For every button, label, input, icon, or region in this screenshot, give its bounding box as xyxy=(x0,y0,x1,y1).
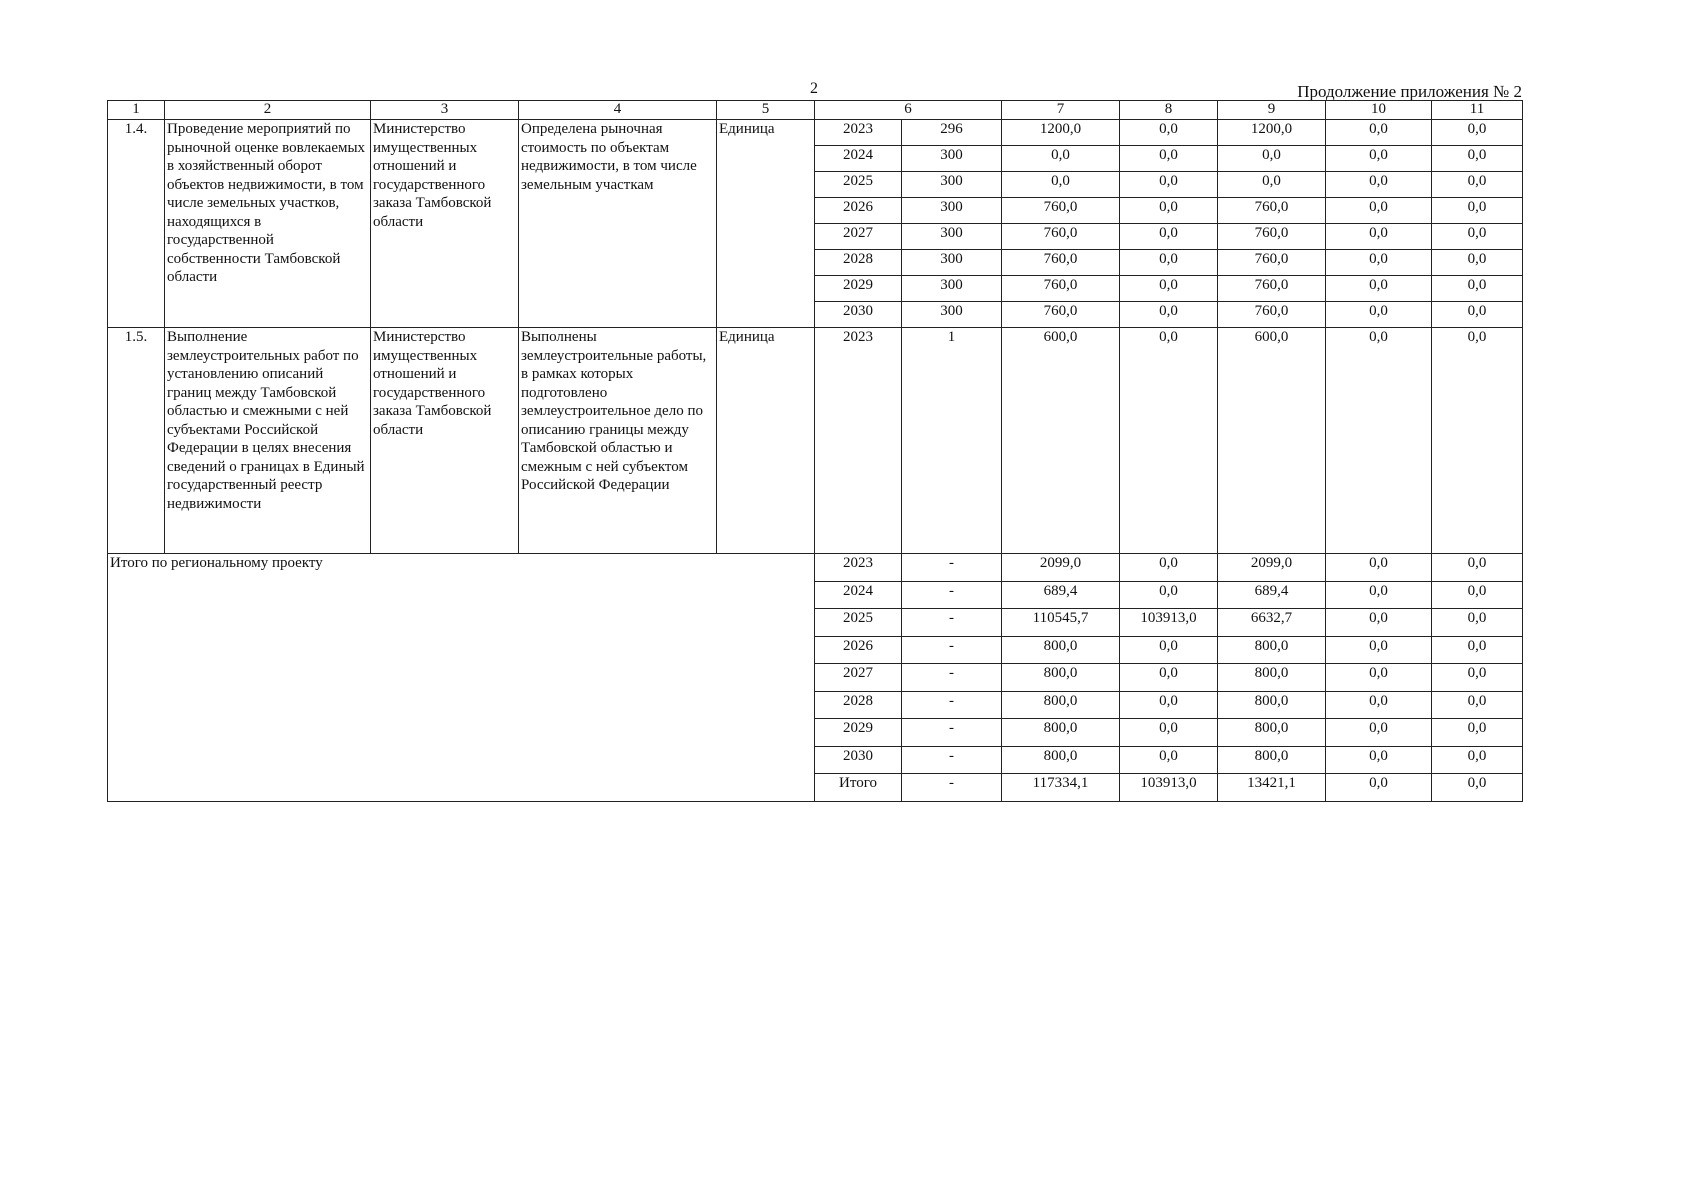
col8-cell: 0,0 xyxy=(1120,746,1218,774)
col10-cell: 0,0 xyxy=(1326,664,1432,692)
col11-cell: 0,0 xyxy=(1432,746,1523,774)
col8-cell: 0,0 xyxy=(1120,636,1218,664)
col7-cell: 760,0 xyxy=(1002,276,1120,302)
col9-cell: 0,0 xyxy=(1218,146,1326,172)
event-description: Проведение мероприятий по рыночной оценке вовлекаемых в хозяйственный оборот объектов недвижимости, в том числе земельных участков, находящихся в государственной собственности Тамбовской области xyxy=(165,120,371,328)
year-cell: Итого xyxy=(815,774,902,802)
quantity-cell: 300 xyxy=(902,224,1002,250)
unit: Единица xyxy=(717,328,815,554)
col9-cell: 800,0 xyxy=(1218,746,1326,774)
quantity-cell: 300 xyxy=(902,172,1002,198)
col8-cell: 103913,0 xyxy=(1120,774,1218,802)
year-cell: 2028 xyxy=(815,250,902,276)
col8-cell: 0,0 xyxy=(1120,146,1218,172)
col8-cell: 0,0 xyxy=(1120,172,1218,198)
col11-cell: 0,0 xyxy=(1432,276,1523,302)
quantity-cell: 300 xyxy=(902,302,1002,328)
col9-cell: 1200,0 xyxy=(1218,120,1326,146)
quantity-cell: - xyxy=(902,581,1002,609)
col11-cell: 0,0 xyxy=(1432,719,1523,747)
year-cell: 2026 xyxy=(815,198,902,224)
col11-cell: 0,0 xyxy=(1432,198,1523,224)
executor: Министерство имущественных отношений и государственного заказа Тамбовской области xyxy=(371,120,519,328)
col8-cell: 0,0 xyxy=(1120,554,1218,582)
year-cell: 2023 xyxy=(815,328,902,554)
col11-cell: 0,0 xyxy=(1432,224,1523,250)
col11-cell: 0,0 xyxy=(1432,691,1523,719)
col8-cell: 0,0 xyxy=(1120,664,1218,692)
quantity-cell: 296 xyxy=(902,120,1002,146)
event-description: Выполнение землеустроительных работ по установлению описаний границ между Тамбовской областью и смежными с ней субъектами Российской Федерации в целях внесения сведений о границах в Единый государственный реестр недвижимости xyxy=(165,328,371,554)
col11-cell: 0,0 xyxy=(1432,146,1523,172)
col11-cell: 0,0 xyxy=(1432,172,1523,198)
quantity-cell: - xyxy=(902,636,1002,664)
column-number: 3 xyxy=(371,101,519,120)
column-number: 9 xyxy=(1218,101,1326,120)
col10-cell: 0,0 xyxy=(1326,636,1432,664)
col9-cell: 0,0 xyxy=(1218,172,1326,198)
column-number: 10 xyxy=(1326,101,1432,120)
quantity-cell: 1 xyxy=(902,328,1002,554)
column-number: 7 xyxy=(1002,101,1120,120)
col8-cell: 0,0 xyxy=(1120,302,1218,328)
col9-cell: 800,0 xyxy=(1218,719,1326,747)
quantity-cell: - xyxy=(902,774,1002,802)
result-description: Определена рыночная стоимость по объектам недвижимости, в том числе земельным участкам xyxy=(519,120,717,328)
col10-cell: 0,0 xyxy=(1326,146,1432,172)
col7-cell: 600,0 xyxy=(1002,328,1120,554)
year-cell: 2029 xyxy=(815,719,902,747)
col10-cell: 0,0 xyxy=(1326,609,1432,637)
quantity-cell: - xyxy=(902,746,1002,774)
year-cell: 2030 xyxy=(815,746,902,774)
col11-cell: 0,0 xyxy=(1432,554,1523,582)
col7-cell: 760,0 xyxy=(1002,224,1120,250)
col11-cell: 0,0 xyxy=(1432,302,1523,328)
year-cell: 2024 xyxy=(815,146,902,172)
quantity-cell: 300 xyxy=(902,276,1002,302)
total-row xyxy=(108,554,1523,582)
column-number: 1 xyxy=(108,101,165,120)
col10-cell: 0,0 xyxy=(1326,774,1432,802)
col8-cell: 0,0 xyxy=(1120,328,1218,554)
col9-cell: 760,0 xyxy=(1218,224,1326,250)
page-number: 2 xyxy=(810,80,818,97)
col7-cell: 117334,1 xyxy=(1002,774,1120,802)
col10-cell: 0,0 xyxy=(1326,302,1432,328)
result-description: Выполнены землеустроительные работы, в рамках которых подготовлено землеустроительное дело по описанию границы между Тамбовской областью и смежным с ней субъектом Российской Федерации xyxy=(519,328,717,554)
col7-cell: 760,0 xyxy=(1002,250,1120,276)
col7-cell: 2099,0 xyxy=(1002,554,1120,582)
col7-cell: 760,0 xyxy=(1002,302,1120,328)
col8-cell: 0,0 xyxy=(1120,276,1218,302)
col11-cell: 0,0 xyxy=(1432,664,1523,692)
col7-cell: 800,0 xyxy=(1002,719,1120,747)
year-cell: 2027 xyxy=(815,224,902,250)
col8-cell: 103913,0 xyxy=(1120,609,1218,637)
quantity-cell: - xyxy=(902,719,1002,747)
col8-cell: 0,0 xyxy=(1120,250,1218,276)
total-label: Итого по региональному проекту xyxy=(108,554,815,802)
year-cell: 2025 xyxy=(815,609,902,637)
year-cell: 2028 xyxy=(815,691,902,719)
col9-cell: 760,0 xyxy=(1218,250,1326,276)
col10-cell: 0,0 xyxy=(1326,554,1432,582)
col7-cell: 760,0 xyxy=(1002,198,1120,224)
col7-cell: 800,0 xyxy=(1002,746,1120,774)
col10-cell: 0,0 xyxy=(1326,120,1432,146)
year-cell: 2030 xyxy=(815,302,902,328)
quantity-cell: - xyxy=(902,691,1002,719)
col7-cell: 110545,7 xyxy=(1002,609,1120,637)
quantity-cell: 300 xyxy=(902,250,1002,276)
col7-cell: 1200,0 xyxy=(1002,120,1120,146)
col7-cell: 0,0 xyxy=(1002,172,1120,198)
col7-cell: 0,0 xyxy=(1002,146,1120,172)
column-number: 8 xyxy=(1120,101,1218,120)
col9-cell: 6632,7 xyxy=(1218,609,1326,637)
col9-cell: 13421,1 xyxy=(1218,774,1326,802)
col8-cell: 0,0 xyxy=(1120,198,1218,224)
year-cell: 2023 xyxy=(815,120,902,146)
year-cell: 2026 xyxy=(815,636,902,664)
col11-cell: 0,0 xyxy=(1432,581,1523,609)
quantity-cell: - xyxy=(902,554,1002,582)
col10-cell: 0,0 xyxy=(1326,328,1432,554)
col10-cell: 0,0 xyxy=(1326,172,1432,198)
col11-cell: 0,0 xyxy=(1432,328,1523,554)
table-row xyxy=(108,120,1523,146)
col10-cell: 0,0 xyxy=(1326,691,1432,719)
column-number-row xyxy=(108,101,1523,120)
quantity-cell: - xyxy=(902,664,1002,692)
col10-cell: 0,0 xyxy=(1326,746,1432,774)
col11-cell: 0,0 xyxy=(1432,609,1523,637)
item-number: 1.4. xyxy=(108,120,165,328)
col9-cell: 800,0 xyxy=(1218,636,1326,664)
col9-cell: 600,0 xyxy=(1218,328,1326,554)
col8-cell: 0,0 xyxy=(1120,224,1218,250)
col11-cell: 0,0 xyxy=(1432,774,1523,802)
col10-cell: 0,0 xyxy=(1326,719,1432,747)
col11-cell: 0,0 xyxy=(1432,250,1523,276)
col9-cell: 760,0 xyxy=(1218,276,1326,302)
column-number: 11 xyxy=(1432,101,1523,120)
col7-cell: 800,0 xyxy=(1002,636,1120,664)
column-number: 5 xyxy=(717,101,815,120)
item-number: 1.5. xyxy=(108,328,165,554)
year-cell: 2027 xyxy=(815,664,902,692)
unit: Единица xyxy=(717,120,815,328)
column-number: 4 xyxy=(519,101,717,120)
col10-cell: 0,0 xyxy=(1326,276,1432,302)
col10-cell: 0,0 xyxy=(1326,581,1432,609)
col10-cell: 0,0 xyxy=(1326,198,1432,224)
column-number: 6 xyxy=(815,101,1002,120)
col9-cell: 760,0 xyxy=(1218,198,1326,224)
col8-cell: 0,0 xyxy=(1120,581,1218,609)
col9-cell: 689,4 xyxy=(1218,581,1326,609)
col8-cell: 0,0 xyxy=(1120,719,1218,747)
col11-cell: 0,0 xyxy=(1432,120,1523,146)
year-cell: 2024 xyxy=(815,581,902,609)
table-row xyxy=(108,328,1523,554)
year-cell: 2029 xyxy=(815,276,902,302)
quantity-cell: - xyxy=(902,609,1002,637)
col7-cell: 689,4 xyxy=(1002,581,1120,609)
quantity-cell: 300 xyxy=(902,198,1002,224)
col9-cell: 760,0 xyxy=(1218,302,1326,328)
col11-cell: 0,0 xyxy=(1432,636,1523,664)
col8-cell: 0,0 xyxy=(1120,120,1218,146)
col10-cell: 0,0 xyxy=(1326,250,1432,276)
col9-cell: 2099,0 xyxy=(1218,554,1326,582)
col10-cell: 0,0 xyxy=(1326,224,1432,250)
program-table xyxy=(107,100,1523,802)
continuation-caption: Продолжение приложения № 2 xyxy=(1297,82,1522,101)
executor: Министерство имущественных отношений и государственного заказа Тамбовской области xyxy=(371,328,519,554)
col8-cell: 0,0 xyxy=(1120,691,1218,719)
year-cell: 2025 xyxy=(815,172,902,198)
col7-cell: 800,0 xyxy=(1002,664,1120,692)
col9-cell: 800,0 xyxy=(1218,691,1326,719)
col9-cell: 800,0 xyxy=(1218,664,1326,692)
col7-cell: 800,0 xyxy=(1002,691,1120,719)
column-number: 2 xyxy=(165,101,371,120)
year-cell: 2023 xyxy=(815,554,902,582)
quantity-cell: 300 xyxy=(902,146,1002,172)
